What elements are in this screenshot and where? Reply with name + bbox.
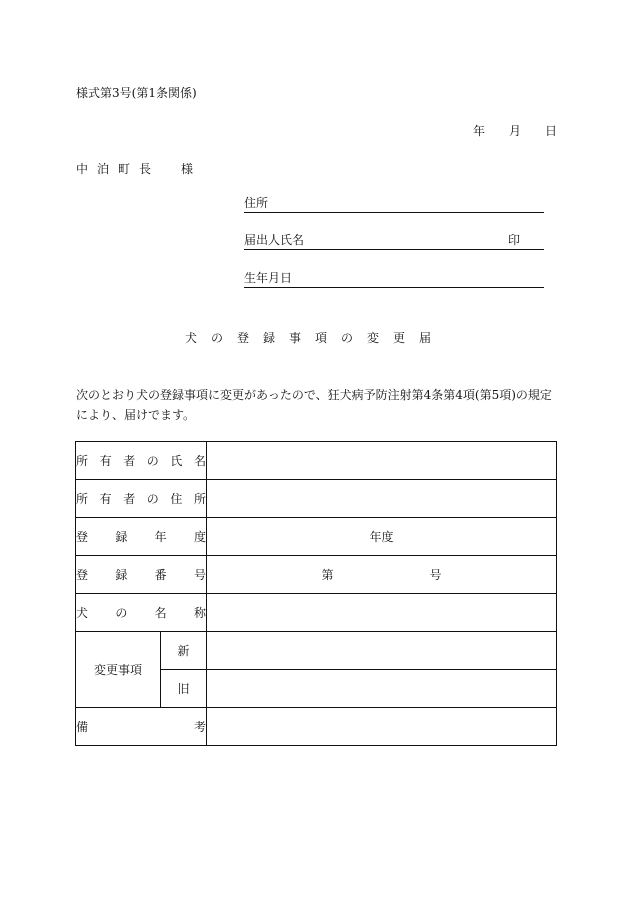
label-char: 住 [170,492,183,506]
label-char: の [115,606,128,620]
reg-number-text [76,566,206,583]
date-year: 年 [473,124,486,138]
form-number: 様式第3号(第1条関係) [76,86,197,100]
reg-year-text [76,528,206,545]
table-row [76,518,557,556]
owner-name-cell[interactable] [207,442,557,480]
label-char: 度 [193,530,206,544]
table-row [76,632,557,670]
applicant-name-label: 届出人氏名 [244,233,305,247]
reg-year-label [76,518,207,556]
label-char: 名 [193,454,206,468]
label-char: 所 [76,492,89,506]
birthdate-label: 生年月日 [244,271,293,285]
label-char: 氏 [170,454,183,468]
owner-address-cell[interactable] [207,480,557,518]
address-field[interactable] [244,197,544,213]
table-row [76,480,557,518]
dog-name-text [76,604,206,621]
label-char: 有 [99,454,112,468]
new-value-cell[interactable] [207,632,557,670]
address-label: 住所 [244,196,269,210]
applicant-name-field[interactable] [244,234,544,250]
owner-name-label [76,442,207,480]
reg-number-cell[interactable] [207,556,557,594]
label-char: 名 [154,606,167,620]
table-row [76,556,557,594]
document-title: 犬の登録事項の変更届 [184,331,445,345]
changes-label: 変更事項 [76,632,161,708]
label-char: 年 [154,530,167,544]
reg-year-value: 年度 [369,530,394,544]
label-char: 登 [76,530,89,544]
label-char: 所 [76,454,89,468]
label-char: 者 [123,492,136,506]
remarks-label [76,708,207,746]
registration-table [75,441,557,746]
owner-address-text [76,490,206,507]
label-char: 犬 [76,606,89,620]
label-char: の [146,454,159,468]
label-char: 称 [193,606,206,620]
label-char: 登 [76,568,89,582]
label-char: 号 [193,568,206,582]
remarks-cell[interactable] [207,708,557,746]
dog-name-label [76,594,207,632]
label-char: 録 [115,530,128,544]
reg-number-label [76,556,207,594]
date-month: 月 [509,124,522,138]
label-char: 録 [115,568,128,582]
dog-name-cell[interactable] [207,594,557,632]
body-text: 次のとおり犬の登録事項に変更があったので、狂犬病予防注射第4条第4項(第5項)の規定により、届けでます。 [76,388,552,422]
reg-number-prefix: 第 [321,568,334,582]
addressee: 中泊町長 様 [76,162,203,176]
seal-mark: 印 [507,233,520,247]
table-row [76,442,557,480]
label-char: 考 [193,720,206,734]
reg-year-cell[interactable] [207,518,557,556]
new-label: 新 [161,632,207,670]
label-char: の [146,492,159,506]
label-char: 者 [123,454,136,468]
label-char: 番 [154,568,167,582]
label-char: 有 [99,492,112,506]
reg-number-suffix: 号 [429,568,442,582]
owner-name-text [76,452,206,469]
old-value-cell[interactable] [207,670,557,708]
table-row [76,708,557,746]
label-char: 所 [193,492,206,506]
birthdate-field[interactable] [244,272,544,288]
date-day: 日 [545,124,558,138]
label-char: 備 [76,720,89,734]
remarks-text [76,718,206,735]
owner-address-label [76,480,207,518]
table-row [76,594,557,632]
old-label: 旧 [161,670,207,708]
